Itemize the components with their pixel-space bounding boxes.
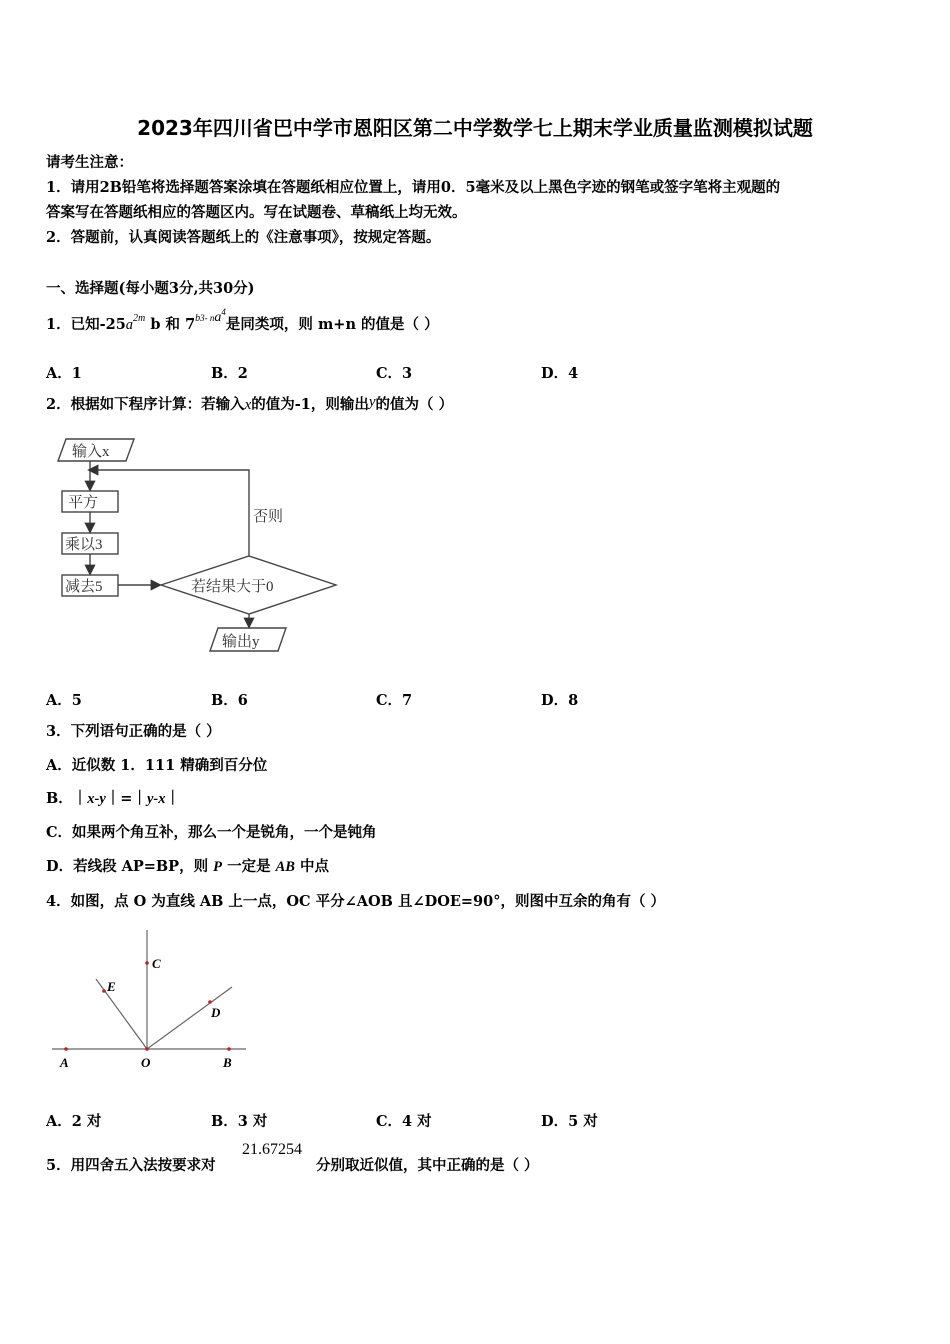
q2-option-b: B．6 <box>211 692 248 709</box>
question-1-stem <box>46 307 439 336</box>
q2-option-c: C．7 <box>376 692 413 709</box>
label-c: C <box>152 956 161 971</box>
notice-item-1-line-2: 答案写在答题纸相应的答题区内。写在试题卷、草稿纸上均无效。 <box>46 204 467 221</box>
q3-d-mid: 一定是 <box>227 858 271 875</box>
q1-suffix: 是同类项，则 m+n 的值是（ ） <box>225 316 439 333</box>
page-title: 2023年四川省巴中学市恩阳区第二中学数学七上期末学业质量监测模拟试题 <box>137 116 813 140</box>
q3-d-ab: AB <box>275 859 295 875</box>
notice-heading: 请考生注意： <box>46 154 133 171</box>
point-b <box>227 1047 231 1051</box>
q3-b-prefix: B．｜ <box>46 790 88 807</box>
label-a: A <box>60 1055 69 1070</box>
q2-option-a: A．5 <box>46 692 82 709</box>
flow-multiply-label: 乘以3 <box>65 537 103 553</box>
q3-d-prefix: D．若线段 AP=BP，则 <box>46 858 209 875</box>
q3-d-suffix: 中点 <box>300 858 330 875</box>
q3-b-suffix: ｜ <box>165 790 180 807</box>
question-5-number: 21.67254 <box>242 1141 302 1158</box>
flow-else-label: 否则 <box>253 509 284 525</box>
section-heading-choice: 一、选择题(每小题3分,共30分) <box>46 280 255 297</box>
q3-option-c: C．如果两个角互补，那么一个是锐角，一个是钝角 <box>46 824 377 841</box>
point-e <box>102 989 106 993</box>
question-2-stem <box>46 396 453 414</box>
q3-option-a: A．近似数 1．111 精确到百分位 <box>46 757 268 774</box>
notice-item-1-line-1: 1．请用2B铅笔将选择题答案涂填在答题纸相应位置上，请用0．5毫米及以上黑色字迹的钢笔或签字笔将主观题的 <box>46 179 781 196</box>
q2-x: x <box>244 397 252 413</box>
point-o <box>145 1047 149 1051</box>
point-a <box>64 1047 68 1051</box>
flowchart <box>46 430 346 660</box>
q4-option-c: C．4 对 <box>376 1113 432 1130</box>
q3-b-mid: ｜=｜ <box>105 790 147 807</box>
q1-mid: b 和 7 <box>150 316 196 333</box>
q2-option-d: D．8 <box>541 692 579 709</box>
flow-condition-label: 若结果大于0 <box>191 579 274 595</box>
question-3-stem: 3．下列语句正确的是（ ） <box>46 723 221 740</box>
label-d: D <box>211 1005 221 1020</box>
q4-option-d: D．5 对 <box>541 1113 598 1130</box>
q2-prefix: 2．根据如下程序计算：若输入 <box>46 396 245 413</box>
flow-output-label: 输出y <box>222 634 260 650</box>
q3-b-expr2: y-x <box>146 791 166 807</box>
q1-a2: a <box>214 310 222 325</box>
question-4-stem: 4．如图，点 O 为直线 AB 上一点，OC 平分∠AOB 且∠DOE=90°，则图中互余的角有（ ） <box>46 893 666 910</box>
q2-suffix: 的值为（ ） <box>375 396 454 413</box>
point-d <box>208 1000 212 1004</box>
q1-option-d: D．4 <box>541 365 579 382</box>
q1-b-exp: 3- n <box>200 313 215 323</box>
q1-a-exp: 2m <box>133 313 146 324</box>
q2-mid: 的值为-1，则输出 <box>251 396 369 413</box>
q1-option-b: B．2 <box>211 365 248 382</box>
point-c <box>145 961 149 965</box>
q1-prefix: 1．已知-25 <box>46 316 126 333</box>
q3-option-d <box>46 858 329 876</box>
q1-option-a: A．1 <box>46 365 82 382</box>
q1-a: a <box>125 317 134 333</box>
q2-y: y <box>368 394 376 410</box>
q4-option-b: B．3 对 <box>211 1113 268 1130</box>
q3-b-expr1: x-y <box>87 791 106 807</box>
q3-option-b <box>46 790 180 808</box>
question-5-prefix: 5．用四舍五入法按要求对 <box>46 1157 216 1174</box>
label-o: O <box>141 1055 151 1070</box>
question-5-suffix: 分别取近似值，其中正确的是（ ） <box>316 1157 539 1174</box>
flow-square-label: 平方 <box>68 495 99 511</box>
notice-item-2: 2．答题前，认真阅读答题纸上的《注意事项》，按规定答题。 <box>46 229 441 246</box>
flow-subtract-label: 减去5 <box>65 579 103 595</box>
label-b: B <box>223 1055 232 1070</box>
q1-a2-exp: 4 <box>221 307 226 317</box>
q1-option-c: C．3 <box>376 365 413 382</box>
q3-d-p: P <box>213 859 223 875</box>
flow-input-label: 输入x <box>72 444 110 460</box>
label-e: E <box>107 979 116 994</box>
q1-b: b <box>195 313 201 324</box>
angle-figure <box>46 925 256 1075</box>
q4-option-a: A．2 对 <box>46 1113 102 1130</box>
